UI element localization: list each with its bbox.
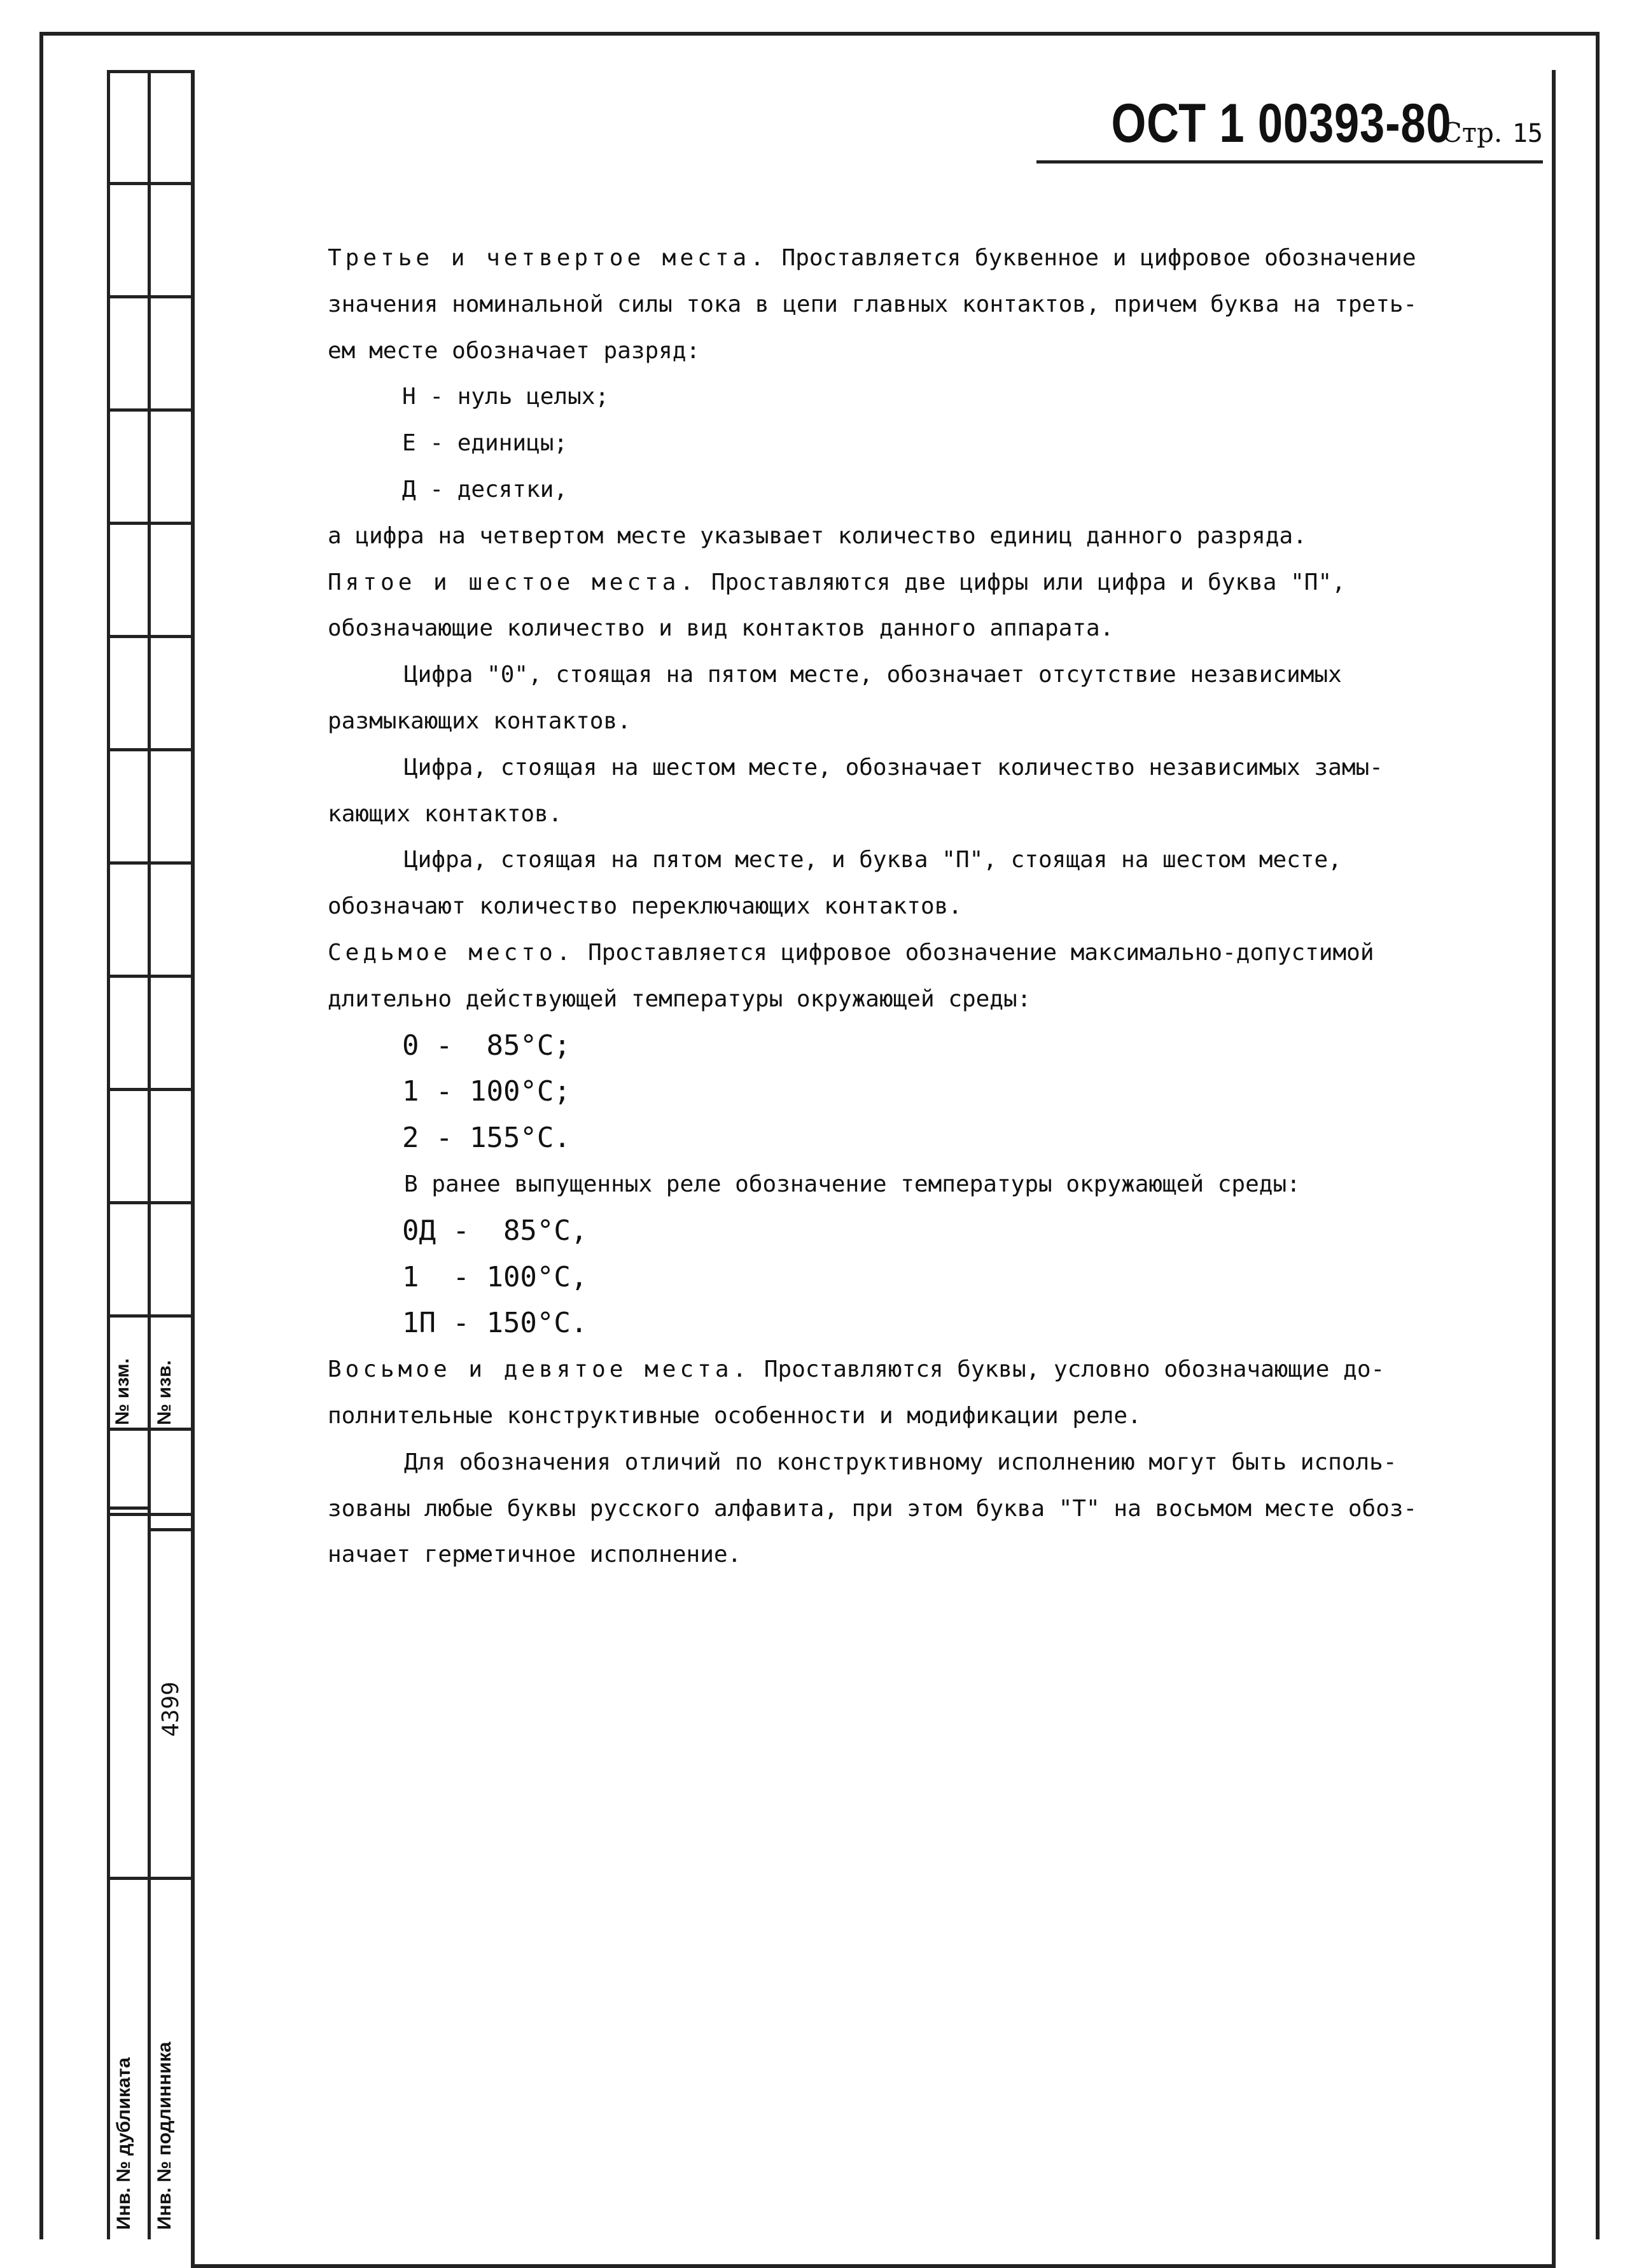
section-heading: Седьмое место.: [328, 939, 575, 966]
paragraph-line: начает герметичное исполнение.: [328, 1541, 742, 1568]
stamp-label-inv-podl: Инв. № подлинника: [154, 2042, 175, 2230]
paragraph-line: обозначающие количество и вид контактов данного аппарата.: [328, 615, 1114, 642]
stamp-column-line: [148, 70, 151, 2239]
paragraph-line: длительно действующей температуры окружающей среды:: [328, 985, 1031, 1012]
paragraph-line: Цифра "0", стоящая на пятом месте, обозначает отсутствие независимых: [404, 662, 1342, 688]
temperature-item: 0Д - 85°С,: [402, 1214, 588, 1247]
paragraph-line: [328, 235, 1537, 282]
paragraph-line: В ранее выпущенных реле обозначение температуры окружающей среды:: [404, 1171, 1301, 1197]
paragraph-line: а цифра на четвертом месте указывает количество единиц данного разряда.: [328, 522, 1307, 549]
document-code: ОСТ 1 00393-80: [1111, 93, 1452, 154]
paragraph-line: значения номинальной силы тока в цепи главных контактов, причем буква на треть-: [328, 291, 1418, 317]
temperature-item: 1 - 100°С;: [402, 1075, 571, 1108]
paragraph-line: обозначают количество переключающих контактов.: [328, 893, 962, 920]
paragraph-line: [328, 930, 1537, 977]
document-body: [328, 235, 1537, 1578]
section-heading: Восьмое и девятое места.: [328, 1356, 751, 1383]
list-item: Н - нуль целых;: [402, 384, 610, 410]
page-number: 15: [1512, 119, 1543, 148]
paragraph-line: зованы любые буквы русского алфавита, при этом буква "Т" на восьмом месте обоз-: [328, 1495, 1418, 1522]
paragraph-line: размыкающих контактов.: [328, 707, 631, 734]
paragraph-line: [328, 560, 1537, 606]
paragraph-line: Для обозначения отличий по конструктивному исполнению могут быть исполь-: [404, 1449, 1397, 1475]
temperature-item: 1 - 100°С,: [402, 1260, 588, 1293]
stamp-column-line: [107, 70, 110, 2239]
stamp-label-izm: № изм.: [112, 1358, 133, 1425]
page-header: [1036, 92, 1543, 163]
stamp-label-izv: № изв.: [154, 1360, 175, 1425]
list-item: Д - десятки,: [402, 476, 568, 503]
paragraph-line: Цифра, стоящая на пятом месте, и буква "П", стоящая на шестом месте,: [404, 847, 1342, 873]
temperature-item: 2 - 155°С.: [402, 1122, 571, 1155]
paragraph-line: ем месте обозначает разряд:: [328, 337, 701, 364]
paragraph-line: кающих контактов.: [328, 800, 562, 827]
paragraph-line: [328, 1347, 1537, 1393]
section-heading: Третье и четвертое места.: [328, 245, 768, 271]
temperature-item: 0 - 85°С;: [402, 1029, 571, 1062]
paragraph-line: Цифра, стоящая на шестом месте, обозначает количество независимых замы-: [404, 754, 1383, 781]
stamp-label-inv-dubl: Инв. № дубликата: [113, 2057, 134, 2230]
text-run: Проставляются две цифры или цифра и буква "П",: [697, 569, 1346, 595]
text-run: Проставляются буквы, условно обозначающие до-: [750, 1356, 1385, 1383]
stamp-number: 4399: [158, 1681, 184, 1737]
paragraph-line: полнительные конструктивные особенности и модификации реле.: [328, 1402, 1141, 1429]
list-item: Е - единицы;: [402, 430, 568, 457]
page-label: Стр.: [1441, 117, 1503, 148]
temperature-item: 1П - 150°С.: [402, 1307, 588, 1340]
section-heading: Пятое и шестое места.: [328, 569, 698, 595]
text-run: Проставляется буквенное и цифровое обозначение: [767, 245, 1416, 271]
text-run: Проставляется цифровое обозначение максимально-допустимой: [574, 939, 1374, 966]
